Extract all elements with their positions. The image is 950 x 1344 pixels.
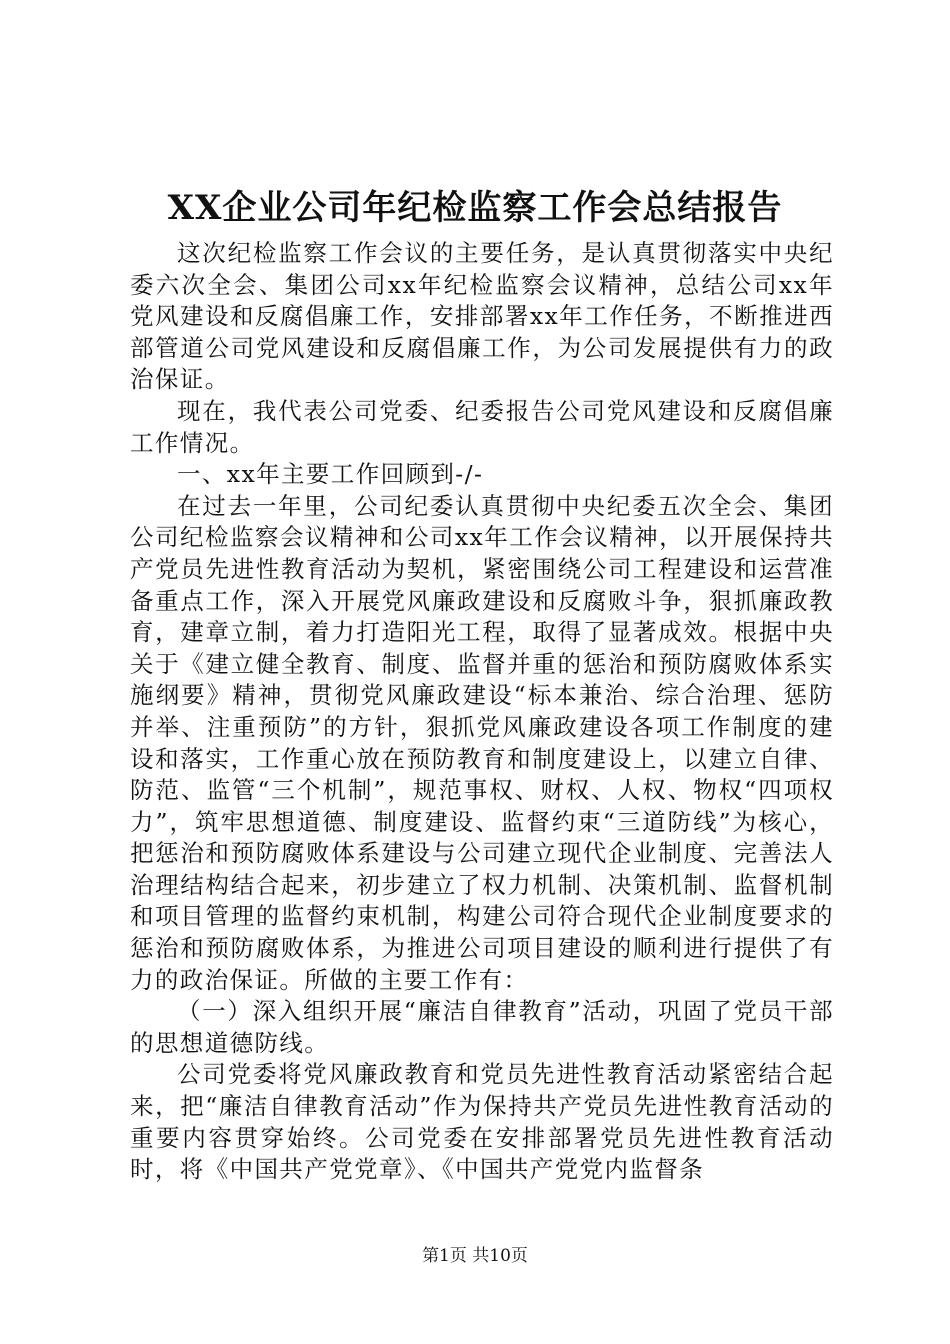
paragraph-report-statement: 现在，我代表公司党委、纪委报告公司党风建设和反腐倡廉工作情况。 xyxy=(130,396,834,457)
paragraph-review-summary: 在过去一年里，公司纪委认真贯彻中央纪委五次全会、集团公司纪检监察会议精神和公司xx年工作会议精神，以开展保持共产党员先进性教育活动为契机，紧密围绕公司工程建设和运营准备重点工作，深入开展党风廉政建设和反腐败斗争，狠抓廉政教育，建章立制，着力打造阳光工程，取得了显著成效。根据中央关于《建立健全教育、制度、监督并重的惩治和预防腐败体系实施纲要》精神，贯彻党风廉政建设“标本兼治、综合治理、惩防并举、注重预防”的方针，狠抓党风廉政建设各项工作制度的建设和落实，工作重心放在预防教育和制度建设上，以建立自律、防范、监管“三个机制”，规范事权、财权、人权、物权“四项权力”，筑牢思想道德、制度建设、监督约束“三道防线”为核心，把惩治和预防腐败体系建设与公司建立现代企业制度、完善法人治理结构结合起来，初步建立了权力机制、决策机制、监督机制和项目管理的监督约束机制，构建公司符合现代企业制度要求的惩治和预防腐败体系，为推进公司项目建设的顺利进行提供了有力的政治保证。所做的主要工作有： xyxy=(130,491,834,994)
paragraph-education-detail: 公司党委将党风廉政教育和党员先进性教育活动紧密结合起来，把“廉洁自律教育活动”作为保持共产党员先进性教育活动的重要内容贯穿始终。公司党委在安排部署党员先进性教育活动时，将《中国共产党党章》、《中国共产党党内监督条 xyxy=(130,1060,834,1184)
document-title: XX企业公司年纪检监察工作会总结报告 xyxy=(167,188,783,228)
section-heading-review: 一、xx年主要工作回顾到-/- xyxy=(177,460,484,489)
page-number-footer: 第1页 共10页 xyxy=(422,1246,528,1266)
document-body xyxy=(130,238,834,1186)
subsection-heading-education: （一）深入组织开展“廉洁自律教育”活动，巩固了党员干部的思想道德防线。 xyxy=(130,997,834,1057)
paragraph-intro: 这次纪检监察工作会议的主要任务，是认真贯彻落实中央纪委六次全会、集团公司xx年纪检监察会议精神，总结公司xx年党风建设和反腐倡廉工作，安排部署xx年工作任务，不断推进西部管道公司党风建设和反腐倡廉工作，为公司发展提供有力的政治保证。 xyxy=(130,239,834,394)
